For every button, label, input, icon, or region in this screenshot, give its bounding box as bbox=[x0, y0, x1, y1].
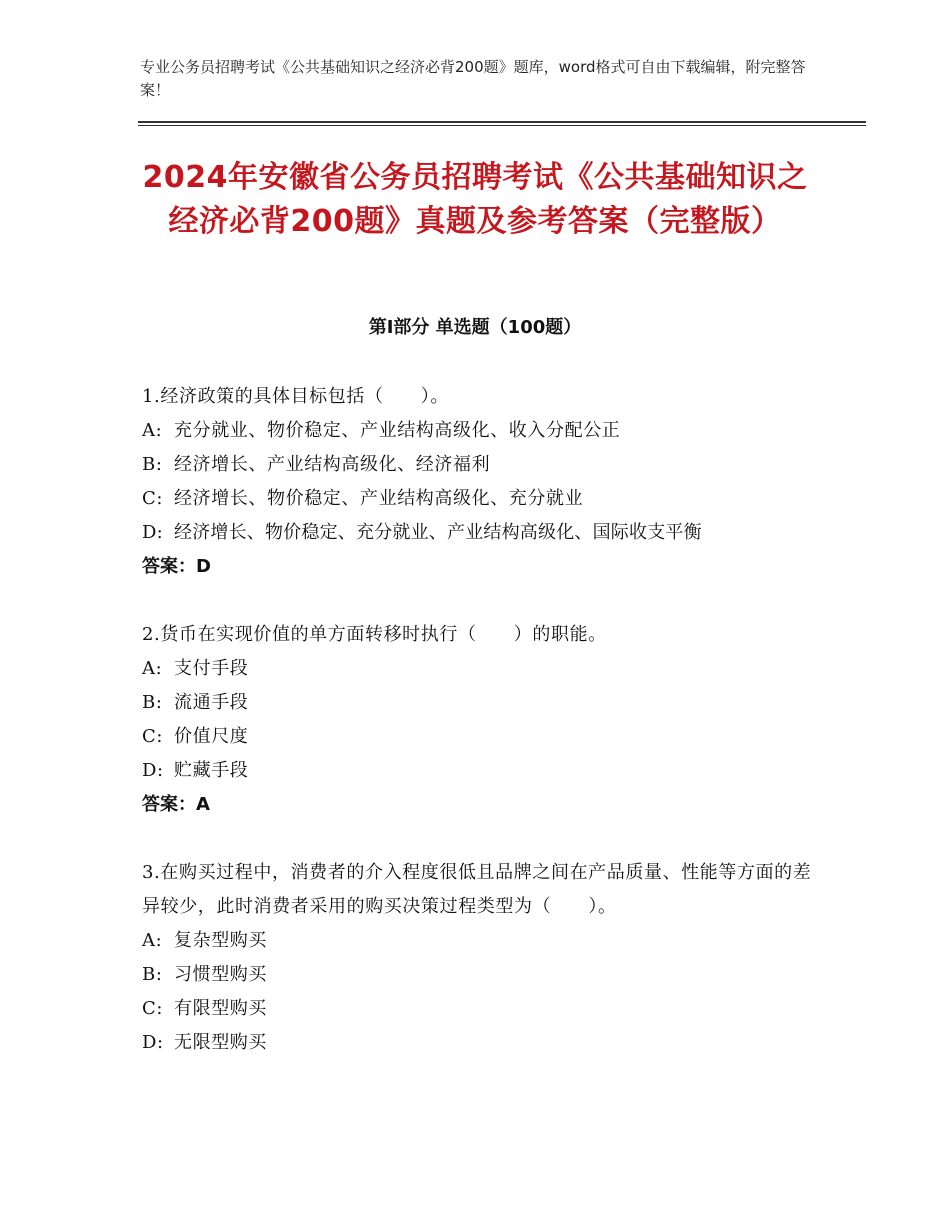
option-a bbox=[142, 652, 812, 686]
question-stem: 2.货币在实现价值的单方面转移时执行（ ）的职能。 bbox=[142, 624, 607, 645]
option-text: 支付手段 bbox=[174, 658, 249, 679]
option-b bbox=[142, 448, 812, 482]
option-letter: B: bbox=[142, 454, 163, 475]
question-stem: 1.经济政策的具体目标包括（ ）。 bbox=[142, 386, 449, 407]
header-note: 专业公务员招聘考试《公共基础知识之经济必背200题》题库，word格式可自由下载编辑，附完整答案！ bbox=[140, 58, 806, 99]
option-text: 充分就业、物价稳定、产业结构高级化、收入分配公正 bbox=[174, 420, 621, 441]
option-d bbox=[142, 1026, 812, 1060]
option-letter: B: bbox=[142, 964, 163, 985]
option-d bbox=[142, 754, 812, 788]
option-text: 有限型购买 bbox=[174, 998, 267, 1019]
option-text: 无限型购买 bbox=[174, 1032, 267, 1053]
question-list bbox=[142, 380, 812, 1094]
option-text: 贮藏手段 bbox=[174, 760, 249, 781]
option-c bbox=[142, 720, 812, 754]
question-1 bbox=[142, 380, 812, 584]
option-text: 复杂型购买 bbox=[174, 930, 267, 951]
option-a bbox=[142, 414, 812, 448]
answer-label: 答案：A bbox=[142, 794, 210, 815]
option-letter: A: bbox=[142, 658, 163, 679]
option-letter: C: bbox=[142, 726, 164, 747]
option-text: 流通手段 bbox=[174, 692, 249, 713]
header-rule-thin bbox=[138, 125, 866, 126]
option-letter: D: bbox=[142, 522, 163, 543]
option-d bbox=[142, 516, 812, 550]
option-letter: D: bbox=[142, 1032, 164, 1053]
option-b bbox=[142, 686, 812, 720]
answer-label: 答案：D bbox=[142, 556, 211, 577]
option-letter: A: bbox=[142, 930, 163, 951]
question-3 bbox=[142, 856, 812, 1060]
option-c bbox=[142, 992, 812, 1026]
option-c bbox=[142, 482, 812, 516]
option-letter: C: bbox=[142, 998, 164, 1019]
option-text: 经济增长、产业结构高级化、经济福利 bbox=[174, 454, 491, 475]
document-title: 2024年安徽省公务员招聘考试《公共基础知识之经济必背200题》真题及参考答案（完整版） bbox=[142, 160, 808, 239]
section-title: 第Ⅰ部分 单选题（100题） bbox=[368, 317, 582, 338]
option-a bbox=[142, 924, 812, 958]
question-stem: 3.在购买过程中，消费者的介入程度很低且品牌之间在产品质量、性能等方面的差异较少，此时消费者采用的购买决策过程类型为（ ）。 bbox=[142, 862, 812, 917]
header-rule-thick bbox=[138, 121, 866, 123]
option-text: 习惯型购买 bbox=[174, 964, 267, 985]
option-b bbox=[142, 958, 812, 992]
option-text: 经济增长、物价稳定、产业结构高级化、充分就业 bbox=[174, 488, 584, 509]
option-letter: A: bbox=[142, 420, 163, 441]
option-letter: C: bbox=[142, 488, 164, 509]
option-letter: D: bbox=[142, 760, 164, 781]
option-letter: B: bbox=[142, 692, 163, 713]
option-text: 价值尺度 bbox=[174, 726, 249, 747]
question-2 bbox=[142, 618, 812, 822]
option-text: 经济增长、物价稳定、充分就业、产业结构高级化、国际收支平衡 bbox=[174, 522, 702, 543]
